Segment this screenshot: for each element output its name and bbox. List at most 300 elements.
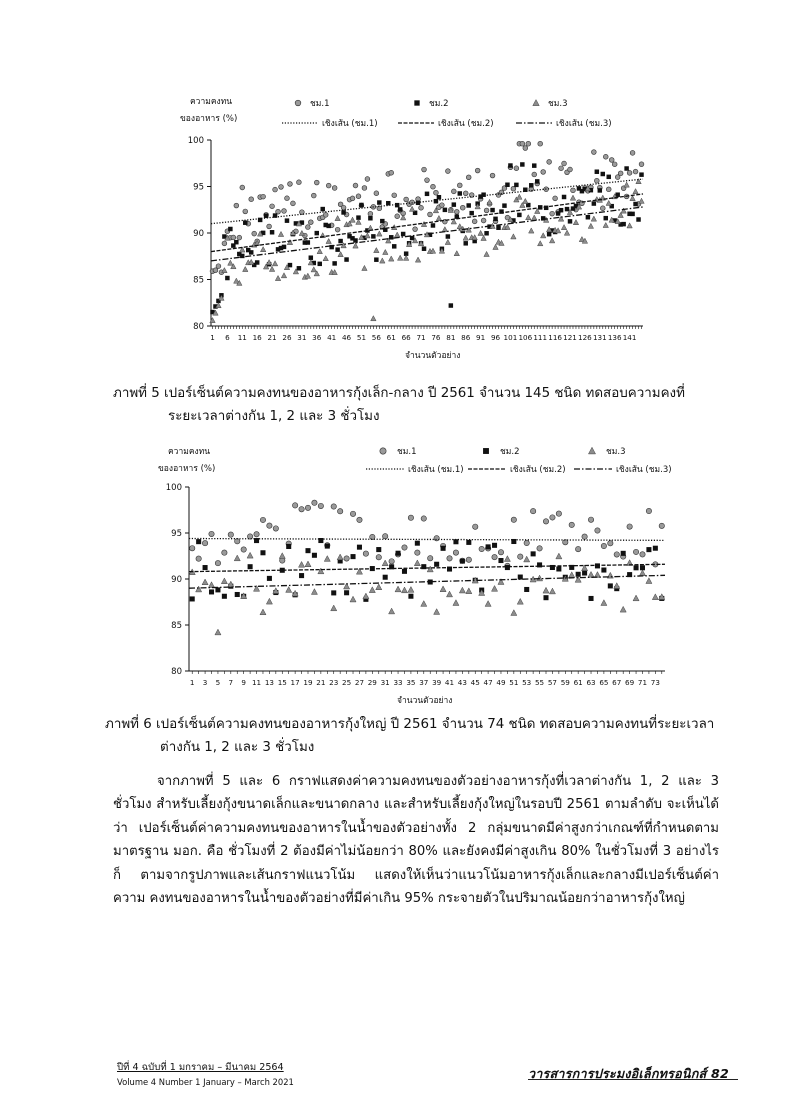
fig5-caption-line1: ภาพที่ 5 เปอร์เซ็นต์ความคงทนของอาหารกุ้งเล็ก-กลาง ปี 2561 จำนวน 145 ชนิด ทดสอบความคงที่ bbox=[113, 386, 685, 401]
fig5-point-square bbox=[371, 234, 375, 238]
fig5-xtick-label: 41 bbox=[327, 333, 337, 342]
fig6-point-square bbox=[344, 590, 349, 595]
fig6-trendline-1 bbox=[189, 539, 665, 541]
fig6-xtick-label: 25 bbox=[342, 678, 352, 687]
fig6-point-square bbox=[286, 544, 291, 549]
fig6-point-circle bbox=[235, 539, 240, 544]
fig6-point-square bbox=[543, 595, 548, 600]
fig5-point-circle bbox=[270, 204, 275, 209]
figure-6-svg bbox=[0, 440, 794, 708]
fig5-point-circle bbox=[439, 203, 444, 208]
fig5-point-square bbox=[282, 245, 286, 249]
fig5-point-triangle bbox=[350, 217, 355, 222]
fig5-point-circle bbox=[392, 193, 397, 198]
footer-rule bbox=[528, 1079, 738, 1080]
fig6-xtick-label: 21 bbox=[316, 678, 326, 687]
fig5-point-circle bbox=[568, 167, 573, 172]
fig5-point-circle bbox=[252, 231, 257, 236]
fig5-point-triangle bbox=[362, 265, 367, 270]
fig6-xtick-label: 67 bbox=[612, 678, 622, 687]
fig6-point-triangle bbox=[440, 586, 446, 592]
fig6-xtick-label: 9 bbox=[241, 678, 246, 687]
fig5-point-square bbox=[601, 172, 605, 176]
fig5-point-square bbox=[565, 207, 569, 211]
fig5-point-triangle bbox=[260, 247, 265, 252]
fig6-legend-label: ชม.3 bbox=[606, 447, 626, 457]
fig6-point-circle bbox=[466, 557, 471, 562]
fig6-point-circle bbox=[267, 523, 272, 528]
fig5-point-triangle bbox=[394, 232, 399, 237]
fig5-xtick-label: 6 bbox=[225, 333, 230, 342]
fig5-point-circle bbox=[273, 187, 278, 192]
fig6-xtick-label: 71 bbox=[637, 678, 648, 687]
fig5-point-triangle bbox=[400, 215, 405, 220]
fig5-point-circle bbox=[425, 178, 430, 183]
fig6-point-square bbox=[653, 546, 658, 551]
fig6-xtick-label: 13 bbox=[264, 678, 274, 687]
fig5-point-circle bbox=[261, 194, 266, 199]
fig5-point-triangle bbox=[511, 234, 516, 239]
fig5-legend-marker-square bbox=[414, 100, 419, 105]
fig6-point-circle bbox=[402, 545, 407, 550]
fig6-point-circle bbox=[196, 556, 201, 561]
figure-5-chart bbox=[0, 92, 794, 370]
fig6-xtick-label: 53 bbox=[522, 678, 532, 687]
fig6-point-square bbox=[351, 554, 356, 559]
fig5-point-square bbox=[493, 217, 497, 221]
figure-6-chart bbox=[0, 440, 794, 708]
fig5-point-square bbox=[335, 247, 339, 251]
fig5-point-square bbox=[270, 230, 274, 234]
fig5-point-square bbox=[326, 224, 330, 228]
fig5-point-circle bbox=[609, 158, 614, 163]
fig6-point-circle bbox=[447, 556, 452, 561]
figure-5-caption bbox=[113, 382, 723, 428]
fig6-legend-label: เชิงเส้น (ชม.3) bbox=[616, 465, 672, 475]
fig5-point-triangle bbox=[397, 255, 402, 260]
fig6-point-circle bbox=[421, 516, 426, 521]
fig5-point-circle bbox=[434, 190, 439, 195]
fig5-point-circle bbox=[368, 211, 373, 216]
fig5-point-square bbox=[392, 244, 396, 248]
fig6-point-circle bbox=[550, 515, 555, 520]
fig6-point-circle bbox=[498, 550, 503, 555]
fig5-xtick-label: 1 bbox=[210, 333, 215, 342]
fig5-point-circle bbox=[285, 196, 290, 201]
fig6-point-circle bbox=[537, 546, 542, 551]
fig5-point-triangle bbox=[573, 220, 578, 225]
fig5-point-square bbox=[517, 213, 521, 217]
fig6-xtick-label: 39 bbox=[432, 678, 442, 687]
fig5-point-square bbox=[598, 188, 602, 192]
fig6-point-circle bbox=[209, 531, 214, 536]
fig6-point-circle bbox=[582, 534, 587, 539]
fig6-xtick-label: 41 bbox=[444, 678, 455, 687]
fig5-point-square bbox=[309, 255, 313, 259]
fig6-xtick-label: 7 bbox=[228, 678, 234, 687]
fig6-point-circle bbox=[292, 503, 297, 508]
fig6-point-square bbox=[460, 559, 465, 564]
fig5-point-triangle bbox=[338, 252, 343, 257]
fig5-point-triangle bbox=[603, 222, 608, 227]
fig5-point-square bbox=[431, 223, 435, 227]
fig5-point-square bbox=[568, 219, 572, 223]
fig5-xtick-label: 76 bbox=[431, 333, 441, 342]
fig5-point-circle bbox=[559, 166, 564, 171]
fig5-point-circle bbox=[594, 178, 599, 183]
fig6-point-triangle bbox=[556, 553, 562, 559]
fig5-ytick-label: 95 bbox=[193, 182, 204, 193]
fig5-point-square bbox=[374, 257, 378, 261]
footer-issue bbox=[117, 1061, 294, 1089]
fig5-point-square bbox=[514, 183, 518, 187]
fig6-trendline-3 bbox=[189, 575, 665, 588]
fig5-xtick-label: 86 bbox=[461, 333, 471, 342]
fig5-xtick-label: 126 bbox=[578, 333, 592, 342]
fig5-point-triangle bbox=[323, 256, 328, 261]
fig5-point-triangle bbox=[445, 239, 450, 244]
fig5-point-circle bbox=[639, 162, 644, 167]
fig6-ytick-label: 85 bbox=[171, 621, 182, 631]
fig6-point-circle bbox=[575, 546, 580, 551]
fig5-xtick-label: 141 bbox=[622, 333, 637, 342]
fig5-point-circle bbox=[404, 197, 409, 202]
fig5-point-circle bbox=[288, 182, 293, 187]
figure-6-caption bbox=[105, 713, 725, 759]
fig5-point-triangle bbox=[523, 198, 528, 203]
fig5-point-circle bbox=[481, 218, 486, 223]
fig5-point-square bbox=[437, 195, 441, 199]
fig6-ytick-label: 80 bbox=[171, 667, 182, 677]
fig5-point-circle bbox=[279, 185, 284, 190]
fig6-point-square bbox=[466, 540, 471, 545]
fig6-point-triangle bbox=[652, 594, 658, 600]
fig5-xtick-label: 96 bbox=[490, 333, 501, 342]
fig6-point-circle bbox=[382, 534, 387, 539]
fig5-point-circle bbox=[326, 183, 331, 188]
fig5-ytick-label: 100 bbox=[187, 136, 204, 146]
fig5-point-square bbox=[368, 216, 372, 220]
fig5-xtick-label: 66 bbox=[401, 333, 411, 342]
fig5-ytitle-line1: ความคงทน bbox=[190, 97, 233, 107]
fig5-point-circle bbox=[365, 177, 370, 182]
fig5-point-circle bbox=[395, 214, 400, 219]
fig5-point-square bbox=[332, 261, 336, 265]
fig6-point-square bbox=[646, 547, 651, 552]
fig6-point-square bbox=[396, 551, 401, 556]
fig5-point-circle bbox=[600, 206, 605, 211]
fig5-point-circle bbox=[213, 268, 218, 273]
fig5-point-triangle bbox=[326, 238, 331, 243]
fig5-point-square bbox=[520, 162, 524, 166]
fig5-point-circle bbox=[237, 235, 242, 240]
fig5-point-square bbox=[490, 208, 494, 212]
fig6-point-square bbox=[305, 548, 310, 553]
fig6-point-circle bbox=[659, 523, 664, 528]
fig5-point-triangle bbox=[335, 216, 340, 221]
fig5-ytick-label: 85 bbox=[193, 275, 204, 286]
fig6-point-square bbox=[260, 550, 265, 555]
fig5-point-triangle bbox=[371, 316, 376, 321]
fig6-point-square bbox=[498, 558, 503, 563]
fig5-xtick-label: 91 bbox=[476, 333, 486, 342]
fig5-point-triangle bbox=[639, 198, 644, 203]
fig5-point-circle bbox=[356, 194, 361, 199]
fig6-point-triangle bbox=[517, 598, 523, 604]
fig6-xtick-label: 3 bbox=[202, 678, 208, 687]
fig5-point-square bbox=[341, 210, 345, 214]
fig6-xtick-label: 27 bbox=[354, 678, 365, 687]
fig5-point-square bbox=[338, 239, 342, 243]
fig5-point-square bbox=[630, 212, 634, 216]
fig5-point-circle bbox=[591, 150, 596, 155]
fig5-point-circle bbox=[606, 187, 611, 192]
fig5-point-square bbox=[320, 207, 324, 211]
fig5-point-triangle bbox=[374, 248, 379, 253]
fig5-legend-label: เชิงเส้น (ชม.2) bbox=[438, 119, 494, 129]
fig6-point-circle bbox=[260, 517, 265, 522]
fig6-point-circle bbox=[344, 556, 349, 561]
fig6-point-square bbox=[325, 544, 330, 549]
fig5-point-circle bbox=[603, 154, 608, 159]
fig6-point-circle bbox=[588, 517, 593, 522]
fig6-xtick-label: 15 bbox=[277, 678, 287, 687]
fig6-point-circle bbox=[601, 543, 606, 548]
fig6-point-circle bbox=[350, 511, 355, 516]
fig5-legend-label: เชิงเส้น (ชม.1) bbox=[322, 119, 378, 129]
footer-journal bbox=[528, 1064, 729, 1084]
fig6-point-triangle bbox=[569, 572, 575, 578]
fig6-point-square bbox=[267, 576, 272, 581]
fig6-point-square bbox=[402, 569, 407, 574]
fig5-point-circle bbox=[526, 141, 531, 146]
fig6-legend-label: ชม.1 bbox=[397, 447, 417, 457]
fig5-point-square bbox=[452, 202, 456, 206]
fig6-point-square bbox=[582, 571, 587, 576]
fig6-point-square bbox=[299, 573, 304, 578]
fig6-xtick-label: 31 bbox=[380, 678, 390, 687]
fig5-point-circle bbox=[216, 264, 221, 269]
fig5-point-square bbox=[243, 220, 247, 224]
fig5-point-circle bbox=[523, 146, 528, 151]
fig6-point-square bbox=[222, 594, 227, 599]
fig6-point-triangle bbox=[350, 596, 356, 602]
fig5-ytick-label: 90 bbox=[193, 229, 204, 239]
fig6-xtick-label: 17 bbox=[290, 678, 300, 687]
fig5-point-triangle bbox=[487, 199, 492, 204]
fig6-point-circle bbox=[312, 500, 317, 505]
fig5-point-square bbox=[624, 166, 628, 170]
fig5-point-triangle bbox=[549, 238, 554, 243]
fig6-xtick-label: 57 bbox=[547, 678, 558, 687]
fig5-point-circle bbox=[630, 150, 635, 155]
fig6-point-circle bbox=[241, 547, 246, 552]
fig5-point-square bbox=[463, 241, 467, 245]
fig6-xtick-label: 47 bbox=[483, 678, 493, 687]
fig6-point-square bbox=[196, 539, 201, 544]
fig5-point-circle bbox=[562, 161, 567, 166]
fig6-point-square bbox=[524, 587, 529, 592]
fig6-xtick-label: 1 bbox=[189, 678, 195, 687]
fig5-point-triangle bbox=[532, 215, 537, 220]
fig6-point-triangle bbox=[305, 561, 311, 567]
fig6-point-triangle bbox=[389, 608, 395, 614]
fig5-point-square bbox=[496, 225, 500, 229]
fig6-point-square bbox=[505, 565, 510, 570]
fig5-point-square bbox=[633, 202, 637, 206]
fig6-point-circle bbox=[389, 559, 394, 564]
fig6-trendline-2 bbox=[189, 564, 665, 571]
fig6-legend-marker-triangle bbox=[588, 447, 595, 454]
fig6-point-square bbox=[492, 543, 497, 548]
fig6-xtick-label: 65 bbox=[599, 678, 609, 687]
fig5-point-triangle bbox=[299, 230, 304, 235]
fig6-point-triangle bbox=[382, 560, 388, 566]
fig5-point-triangle bbox=[389, 256, 394, 261]
fig6-point-circle bbox=[273, 526, 278, 531]
fig6-point-triangle bbox=[485, 601, 491, 607]
fig6-point-circle bbox=[492, 554, 497, 559]
fig5-point-circle bbox=[332, 186, 337, 191]
fig5-point-square bbox=[315, 231, 319, 235]
fig6-xlabel: จำนวนตัวอย่าง bbox=[397, 696, 453, 706]
fig6-point-triangle bbox=[331, 605, 337, 611]
fig6-point-triangle bbox=[434, 609, 440, 615]
fig5-xtick-label: 26 bbox=[282, 333, 292, 342]
fig6-point-triangle bbox=[196, 586, 202, 592]
fig5-point-triangle bbox=[624, 182, 629, 187]
fig6-point-square bbox=[441, 546, 446, 551]
fig5-point-square bbox=[359, 203, 363, 207]
fig6-caption-line2: ต่างกัน 1, 2 และ 3 ชั่วโมง bbox=[160, 740, 315, 755]
fig6-point-circle bbox=[357, 517, 362, 522]
fig5-point-square bbox=[508, 163, 512, 167]
fig5-point-circle bbox=[475, 168, 480, 173]
fig5-point-circle bbox=[541, 170, 546, 175]
fig6-point-circle bbox=[595, 528, 600, 533]
footer-page-number: 82 bbox=[711, 1066, 729, 1081]
fig5-xtick-label: 36 bbox=[312, 333, 322, 342]
fig6-xtick-label: 73 bbox=[650, 678, 660, 687]
fig5-point-triangle bbox=[436, 215, 441, 220]
fig5-xtick-label: 61 bbox=[386, 333, 396, 342]
fig6-point-triangle bbox=[620, 606, 626, 612]
fig6-point-triangle bbox=[537, 575, 543, 581]
fig5-point-triangle bbox=[403, 255, 408, 260]
fig5-point-triangle bbox=[537, 241, 542, 246]
fig6-point-triangle bbox=[247, 552, 253, 558]
fig6-point-square bbox=[608, 583, 613, 588]
fig5-trendline-2 bbox=[211, 194, 643, 252]
fig5-point-triangle bbox=[591, 216, 596, 221]
fig5-point-square bbox=[621, 222, 625, 226]
fig6-point-triangle bbox=[311, 589, 317, 595]
fig6-point-triangle bbox=[524, 556, 530, 562]
fig6-point-circle bbox=[376, 555, 381, 560]
fig6-point-circle bbox=[530, 508, 535, 513]
fig6-point-triangle bbox=[286, 587, 292, 593]
fig5-point-square bbox=[606, 175, 610, 179]
fig6-point-circle bbox=[305, 505, 310, 510]
fig6-point-circle bbox=[228, 532, 233, 537]
fig5-legend-label: ชม.1 bbox=[310, 99, 330, 109]
fig5-xtick-label: 131 bbox=[592, 333, 607, 342]
fig5-point-triangle bbox=[454, 251, 459, 256]
fig6-point-square bbox=[376, 547, 381, 552]
fig5-point-square bbox=[380, 219, 384, 223]
fig5-point-triangle bbox=[478, 230, 483, 235]
fig5-point-circle bbox=[550, 211, 555, 216]
fig6-point-circle bbox=[202, 540, 207, 545]
fig6-legend-marker-circle bbox=[380, 448, 386, 454]
fig5-point-circle bbox=[538, 141, 543, 146]
fig5-xtick-label: 11 bbox=[237, 333, 247, 342]
fig6-point-triangle bbox=[588, 571, 594, 577]
fig6-point-triangle bbox=[601, 600, 607, 606]
fig6-point-triangle bbox=[395, 586, 401, 592]
footer-journal-name: วารสารการประมงอิเล็กทรอนิกส์ bbox=[528, 1066, 707, 1081]
fig6-legend-label: ชม.2 bbox=[500, 447, 520, 457]
fig5-point-square bbox=[306, 240, 310, 244]
fig6-point-circle bbox=[633, 549, 638, 554]
fig6-point-triangle bbox=[401, 587, 407, 593]
fig6-point-triangle bbox=[549, 588, 555, 594]
fig6-point-square bbox=[556, 566, 561, 571]
fig6-ytitle-line1: ความคงทน bbox=[168, 447, 211, 457]
fig5-point-square bbox=[639, 172, 643, 176]
fig6-xtick-label: 33 bbox=[393, 678, 403, 687]
fig5-point-circle bbox=[350, 196, 355, 201]
fig6-xtick-label: 37 bbox=[419, 678, 429, 687]
fig6-point-square bbox=[415, 541, 420, 546]
fig6-point-triangle bbox=[459, 587, 465, 593]
fig5-xtick-label: 71 bbox=[416, 333, 426, 342]
fig5-xtick-label: 121 bbox=[563, 333, 577, 342]
fig5-point-triangle bbox=[275, 275, 280, 280]
fig5-point-circle bbox=[445, 169, 450, 174]
fig6-point-triangle bbox=[363, 593, 369, 599]
fig6-point-triangle bbox=[646, 578, 652, 584]
fig5-legend-label: ชม.2 bbox=[429, 99, 449, 109]
fig6-ytitle-line2: ของอาหาร (%) bbox=[158, 464, 216, 474]
fig5-point-triangle bbox=[633, 189, 638, 194]
fig5-point-square bbox=[562, 195, 566, 199]
fig5-point-square bbox=[586, 215, 590, 219]
fig5-point-circle bbox=[389, 170, 394, 175]
fig6-point-circle bbox=[453, 550, 458, 555]
fig5-point-circle bbox=[553, 196, 558, 201]
fig5-point-circle bbox=[618, 171, 623, 176]
fig5-xtick-label: 101 bbox=[503, 333, 518, 342]
fig5-point-triangle bbox=[383, 249, 388, 254]
fig6-caption-line1: ภาพที่ 6 เปอร์เซ็นต์ความคงทนของอาหารกุ้งใหญ่ ปี 2561 จำนวน 74 ชนิด ทดสอบความคงทนที่ระยะเวลา bbox=[105, 717, 715, 732]
fig6-point-triangle bbox=[324, 556, 330, 562]
fig5-ytick-label: 80 bbox=[193, 322, 204, 332]
fig5-point-square bbox=[636, 217, 640, 221]
fig6-point-triangle bbox=[453, 600, 459, 606]
fig5-xtick-label: 116 bbox=[548, 333, 562, 342]
fig6-point-triangle bbox=[215, 629, 221, 635]
fig5-point-triangle bbox=[380, 258, 385, 263]
fig5-point-circle bbox=[314, 180, 319, 185]
fig6-point-circle bbox=[479, 546, 484, 551]
fig5-point-circle bbox=[222, 241, 227, 246]
fig6-point-circle bbox=[254, 532, 259, 537]
fig6-xtick-label: 5 bbox=[215, 678, 221, 687]
fig5-point-square bbox=[535, 179, 539, 183]
fig6-point-triangle bbox=[491, 586, 497, 592]
fig5-point-circle bbox=[612, 162, 617, 167]
